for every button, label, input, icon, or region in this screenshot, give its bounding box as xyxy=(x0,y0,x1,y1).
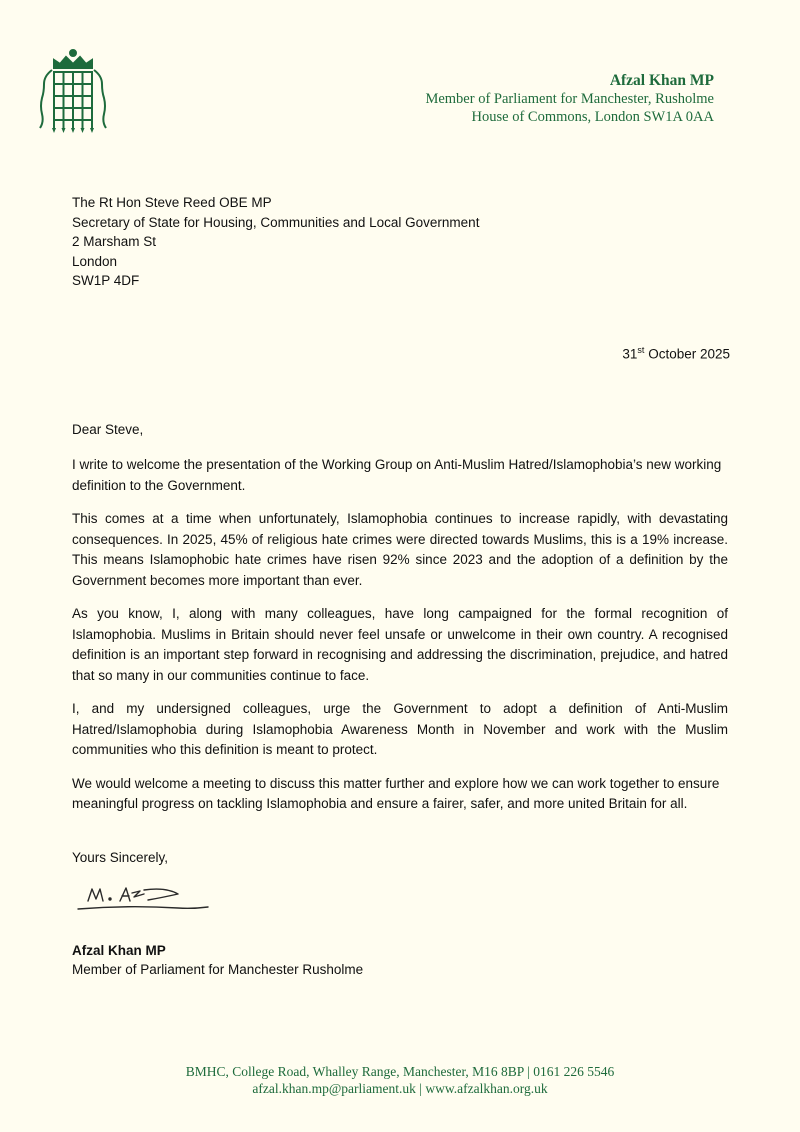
date-suffix: st xyxy=(637,345,645,355)
signatory-title: Member of Parliament for Manchester Rusholme xyxy=(72,962,364,977)
footer-contact: afzal.khan.mp@parliament.uk | www.afzalkhan.org.uk xyxy=(252,1081,548,1096)
recipient-line: London xyxy=(72,253,118,269)
body-paragraph: This comes at a time when unfortunately, Islamophobia continues to increase rapidly, with devastating consequences. In 2025, 45% of religious hate crimes were directed towards Muslims, this is a 19% increase. This means Islamophobic hate crimes have risen 92% since 2023 and the adoption of a definition by the Government becomes more important than ever. xyxy=(72,511,728,588)
date-day: 31 xyxy=(622,346,638,362)
letter-body xyxy=(72,455,728,828)
recipient-line: The Rt Hon Steve Reed OBE MP xyxy=(72,195,272,210)
sender-title: Member of Parliament for Manchester, Rusholme xyxy=(425,91,714,107)
body-paragraph: I write to welcome the presentation of the Working Group on Anti-Muslim Hatred/Islamophobia’s new working definition to the Government. xyxy=(72,457,722,493)
footer-address: BMHC, College Road, Whalley Range, Manchester, M16 8BP | 0161 226 5546 xyxy=(185,1064,615,1079)
body-paragraph: As you know, I, along with many colleagues, have long campaigned for the formal recognition of Islamophobia. Muslims in Britain should never feel unsafe or unwelcome in their own country. A recognised definition is an important step forward in recognising and addressing the discrimination, prejudice, and hatred that so many in our communities continue to face. xyxy=(72,606,728,683)
body-paragraph: I, and my undersigned colleagues, urge the Government to adopt a definition of Anti-Muslim Hatred/Islamophobia during Islamophobia Awareness Month in November and work with the Muslim communities who this definition is meant to protect. xyxy=(72,701,728,757)
letter-footer xyxy=(0,1063,800,1097)
sender-header xyxy=(425,71,714,126)
recipient-line: Secretary of State for Housing, Communities and Local Government xyxy=(72,214,480,230)
signoff: Yours Sincerely, xyxy=(72,850,169,865)
body-paragraph: We would welcome a meeting to discuss this matter further and explore how we can work together to ensure meaningful progress on tackling Islamophobia and ensure a fairer, safer, and more united Britain for all. xyxy=(72,775,720,811)
recipient-line: 2 Marsham St xyxy=(72,234,157,249)
recipient-address xyxy=(72,193,479,291)
sender-address: House of Commons, London SW1A 0AA xyxy=(471,109,714,125)
portcullis-logo-icon xyxy=(24,40,122,144)
handwritten-signature xyxy=(74,877,214,919)
sender-name: Afzal Khan MP xyxy=(609,72,714,89)
signature-block xyxy=(72,941,363,979)
date-rest: October 2025 xyxy=(644,346,730,362)
signatory-name: Afzal Khan MP xyxy=(72,943,166,958)
recipient-line: SW1P 4DF xyxy=(72,273,140,288)
letter-date xyxy=(622,345,730,362)
salutation: Dear Steve, xyxy=(72,422,144,437)
